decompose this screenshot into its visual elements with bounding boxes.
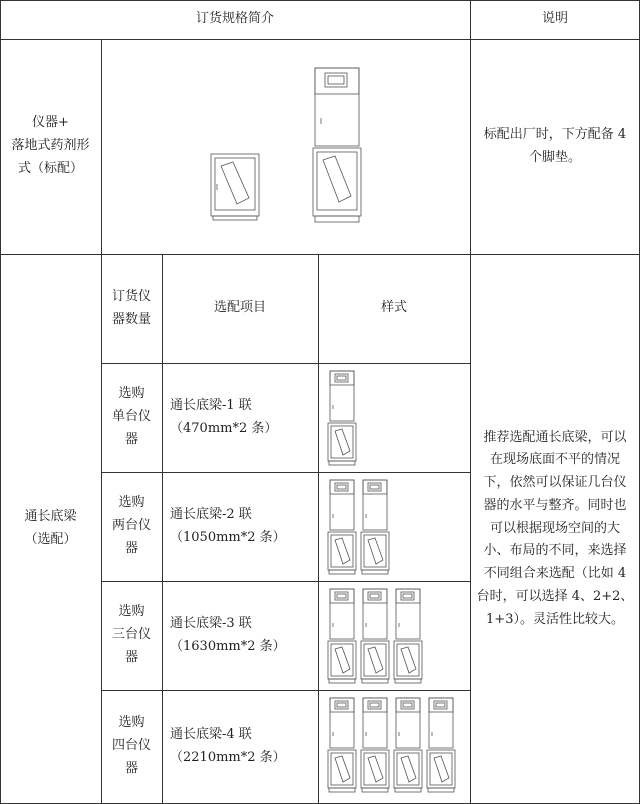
qty-line: 选购 [118, 386, 145, 402]
standard-desc [470, 39, 640, 254]
instrument-unit-icon [328, 371, 356, 465]
standard-desc-line: 标配出厂时，下方配备 4 [483, 126, 627, 142]
instrument-unit-icon [328, 480, 356, 574]
style-cell [318, 690, 470, 803]
standard-label-line: 仪器+ [32, 115, 69, 131]
qty-cell [101, 363, 162, 472]
instrument-unit-icon [427, 698, 455, 792]
item-name: 通长底梁-3 联 [170, 615, 252, 631]
qty-cell [101, 581, 162, 690]
style-cell [318, 472, 470, 581]
spec-header-text: 订货规格简介 [195, 11, 274, 27]
item-spec: （2210mm*2 条） [170, 749, 286, 765]
beam-desc-line: 1+3）。灵活性比较大。 [486, 611, 624, 627]
style-cell [318, 363, 470, 472]
item-cell [162, 363, 318, 472]
item-spec: （1630mm*2 条） [170, 638, 286, 654]
instrument-group-illustration [328, 371, 478, 471]
instrument-unit-icon [394, 698, 422, 792]
item-name: 通长底梁-2 联 [170, 506, 252, 522]
style-header [318, 254, 470, 363]
standard-label [0, 39, 101, 254]
beam-desc-line: 推荐选配通长底梁，可以 [483, 429, 627, 445]
beam-desc-line: 台时，可以选择 4、2+2、 [476, 588, 634, 604]
item-cell [162, 581, 318, 690]
beam-desc [470, 254, 640, 804]
qty-line: 器 [124, 540, 138, 556]
standard-label-line: 式（标配） [17, 160, 83, 176]
style-header-text: 样式 [380, 300, 407, 316]
beam-label-line: （选配） [24, 532, 77, 547]
spec-header [0, 0, 470, 39]
item-spec: （470mm*2 条） [170, 420, 278, 436]
item-name: 通长底梁-4 联 [170, 726, 252, 742]
qty-line: 器 [124, 649, 138, 665]
qty-line: 选购 [118, 715, 145, 731]
qty-line: 三台仪 [111, 627, 151, 643]
instrument-unit-icon [361, 480, 389, 574]
item-cell [162, 690, 318, 803]
standard-image-cell [101, 39, 470, 254]
qty-line: 器 [124, 760, 138, 776]
item-name: 通长底梁-1 联 [170, 397, 252, 413]
item-header-text: 选配项目 [213, 300, 266, 316]
desc-header-text: 说明 [541, 11, 568, 27]
instrument-group-illustration [328, 698, 478, 798]
qty-line: 选购 [118, 495, 145, 511]
instrument-unit-icon [361, 589, 389, 683]
instrument-group-illustration [328, 589, 478, 689]
instrument-group-illustration [328, 480, 478, 580]
qty-line: 两台仪 [111, 518, 151, 534]
beam-desc-line: 小、布局的不同，来选择 [483, 543, 627, 559]
item-spec: （1050mm*2 条） [170, 529, 286, 545]
desc-header [470, 0, 640, 39]
qty-line: 器 [124, 431, 138, 447]
beam-desc-line: 器的水平与整齐。同时也 [483, 497, 627, 513]
instrument-with-cabinet-illustration [313, 68, 363, 224]
qty-header [101, 254, 162, 363]
item-cell [162, 472, 318, 581]
instrument-unit-icon [394, 589, 422, 683]
beam-label-line: 通长底梁 [24, 509, 77, 525]
style-cell [318, 581, 470, 690]
standard-label-line: 落地式药剂形 [11, 138, 90, 154]
beam-desc-line: 下，依然可以保证几台仪 [483, 475, 627, 491]
qty-header-line: 器数量 [111, 311, 151, 327]
qty-line: 单台仪 [111, 409, 151, 425]
beam-desc-line: 不同组合来选配（比如 4 [483, 566, 627, 582]
beam-label [0, 254, 101, 804]
qty-line: 四台仪 [111, 738, 151, 754]
instrument-unit-icon [328, 589, 356, 683]
beam-desc-line: 在现场底面不平的情况 [489, 452, 620, 468]
qty-cell [101, 690, 162, 803]
instrument-unit-icon [328, 698, 356, 792]
beam-desc-line: 可以根据现场空间的大 [489, 520, 620, 536]
instrument-unit-icon [361, 698, 389, 792]
item-header [162, 254, 318, 363]
qty-header-line: 订货仪 [111, 288, 151, 304]
qty-line: 选购 [118, 604, 145, 620]
reagent-cabinet-illustration [211, 154, 261, 222]
qty-cell [101, 472, 162, 581]
standard-desc-line: 个脚垫。 [528, 149, 581, 165]
